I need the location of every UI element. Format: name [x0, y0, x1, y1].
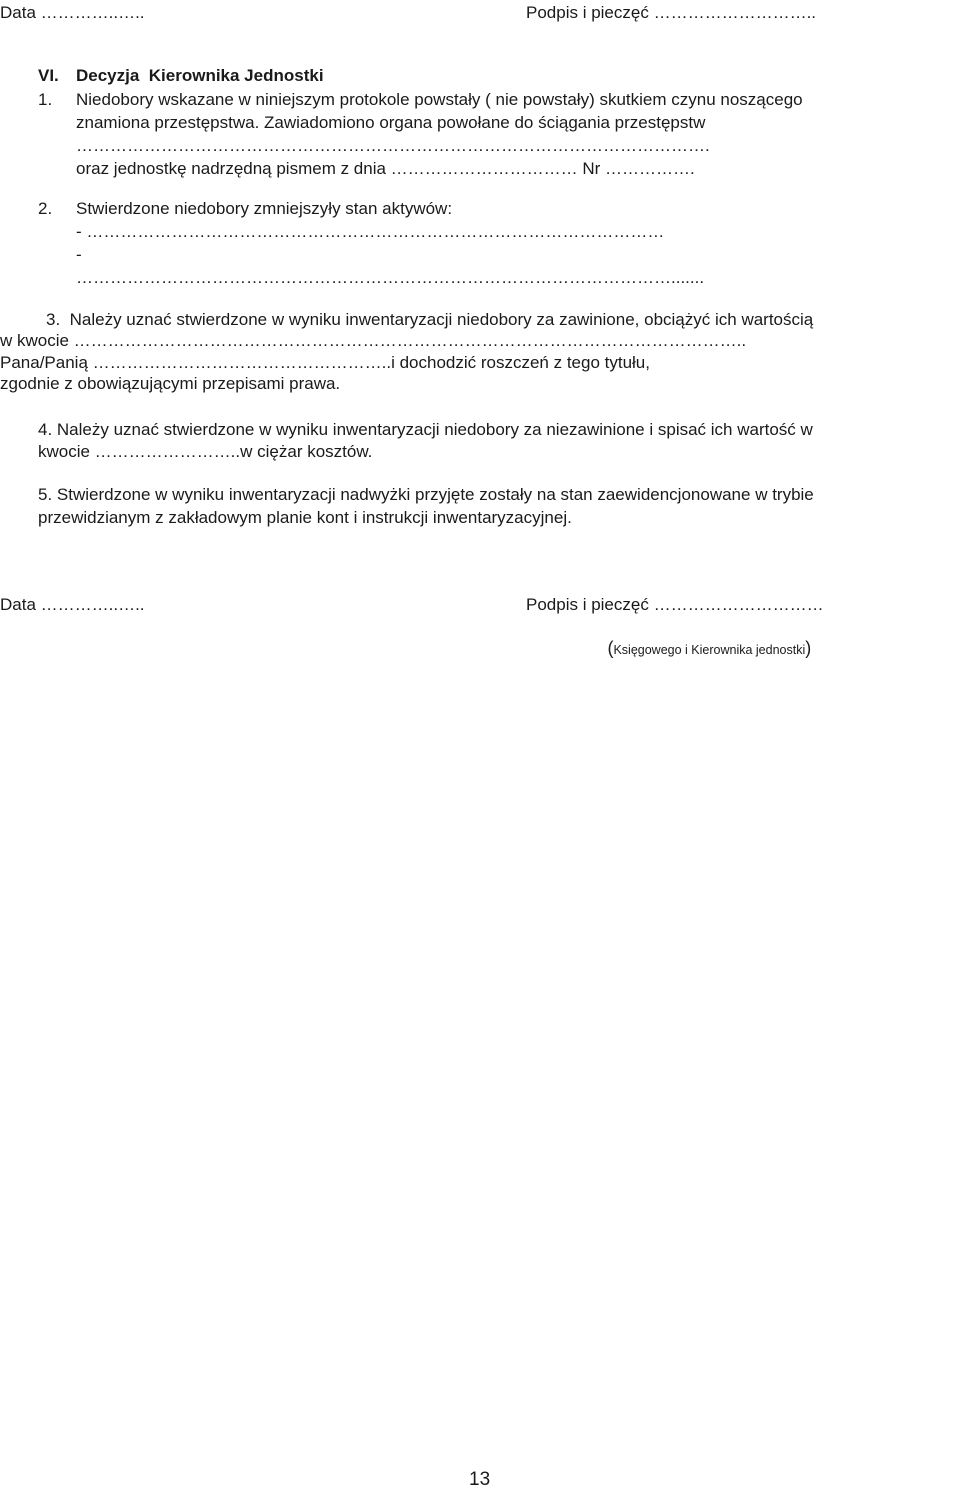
- caption-text: Księgowego i Kierownika jednostki: [613, 643, 806, 657]
- item3-line3: Pana/Panią ……………………………………………..i dochodzić roszczeń z tego tytułu,: [0, 353, 650, 372]
- item2-dash-line-1: - …………………………………………………………………………………………: [76, 222, 665, 241]
- item4-line1: 4. Należy uznać stwierdzone w wyniku inwentaryzacji niedobory za niezawinione i spisać ich wartość w: [38, 420, 813, 439]
- item2-title: Stwierdzone niedobory zmniejszyły stan aktywów:: [76, 199, 453, 218]
- item5-line1: 5. Stwierdzone w wyniku inwentaryzacji nadwyżki przyjęte zostały na stan zaewidencjonowane w trybie: [38, 485, 814, 504]
- item5-line2: przewidzianym z zakładowym planie kont i instrukcji inwentaryzacyjnej.: [38, 508, 572, 527]
- footer-signature-label: Podpis i pieczęć …………………………: [526, 595, 824, 614]
- item2-number: 2.: [38, 199, 53, 218]
- item3-line4: zgodnie z obowiązującymi przepisami prawa.: [0, 374, 341, 393]
- item3-line1: 3. Należy uznać stwierdzone w wyniku inwentaryzacji niedobory za zawinione, obciążyć ich wartością: [46, 310, 814, 329]
- item4-line2: kwocie ……………………..w ciężar kosztów.: [38, 442, 373, 461]
- section-number: VI.: [38, 66, 59, 85]
- item1-line1: Niedobory wskazane w niniejszym protokole powstały ( nie powstały) skutkiem czynu noszącego: [76, 90, 803, 109]
- header-signature-label: Podpis i pieczęć ………………………..: [526, 3, 817, 22]
- footer-date-label: Data …………..…..: [0, 595, 145, 614]
- caption-paren-close: ): [805, 638, 812, 658]
- item1-line4: oraz jednostkę nadrzędną pismem z dnia …………………………… Nr …………….: [76, 159, 695, 178]
- header-date-label: Data …………..…..: [0, 3, 145, 22]
- item2-dash-line-2: -: [76, 245, 82, 264]
- signature-role-caption: [598, 618, 811, 660]
- page-number: 13: [469, 1469, 491, 1490]
- caption-paren-open: (: [607, 638, 614, 658]
- section-title: Decyzja Kierownika Jednostki: [76, 66, 324, 85]
- item1-line3: ………………………………………………………………………………………………….: [76, 136, 710, 155]
- item3-line2: w kwocie ………………………………………………………………………………………………………..: [0, 331, 747, 350]
- item1-number: 1.: [38, 90, 53, 109]
- item2-dash-line-2-cont: …………………………………………………………………………………………….......: [76, 268, 705, 287]
- item1-line2: znamiona przestępstwa. Zawiadomiono organa powołane do ściągania przestępstw: [76, 113, 706, 132]
